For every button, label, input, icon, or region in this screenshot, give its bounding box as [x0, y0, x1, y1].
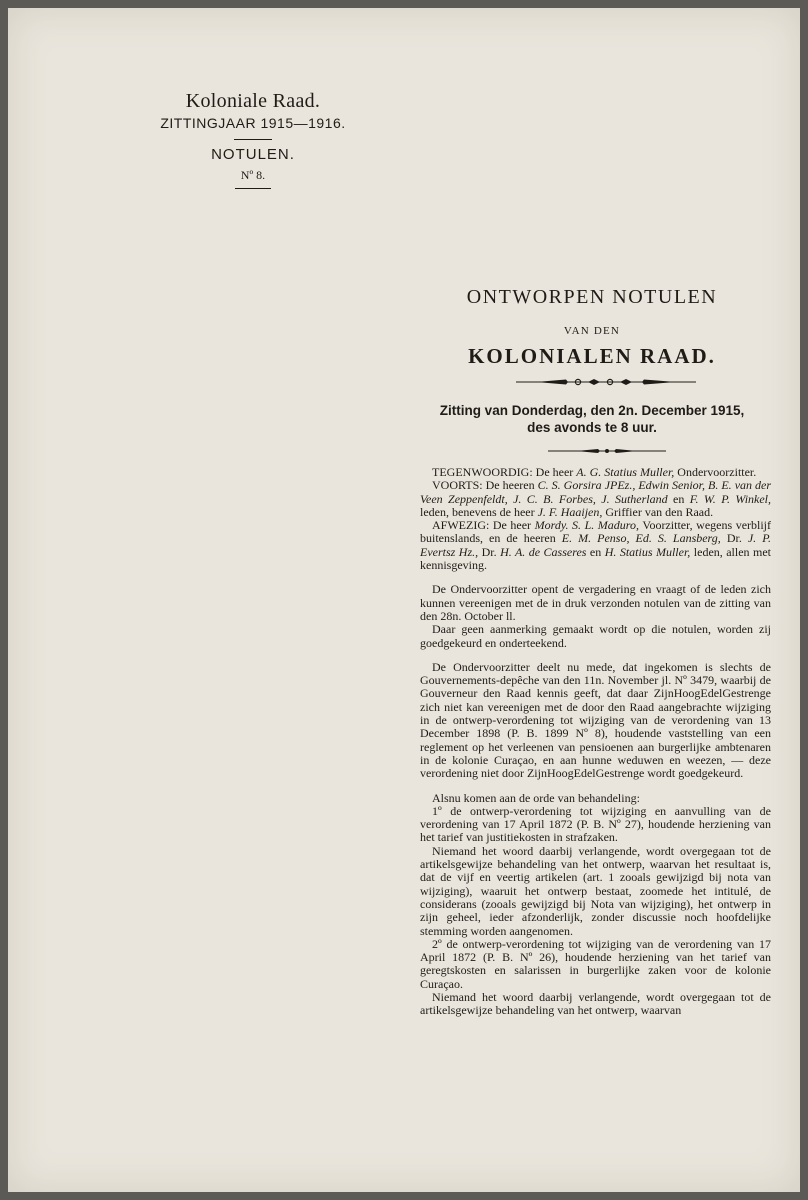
ornament-rule-icon: [516, 376, 696, 388]
paragraph-approval: Daar geen aanmerking gemaakt wordt op die notulen, worden zij goedgekeurd en onderteekend.: [420, 622, 771, 650]
divider: [235, 188, 271, 189]
paragraph-agenda: Alsnu komen aan de orde van behandeling:: [432, 790, 640, 805]
paragraph-opening: De Ondervoorzitter opent de vergadering en vraagt of de leden zich kunnen vereenigen met de in druk verzonden notulen van de zitting van den 28n. October ll.: [420, 582, 771, 623]
document-number: Nº 8.: [240, 168, 266, 182]
section-label: NOTULEN.: [211, 146, 295, 163]
session-year: ZITTINGJAAR 1915—1916.: [160, 115, 346, 131]
session-info: [413, 402, 771, 436]
attendance-further: VOORTS: De heeren C. S. Gorsira JPEz., Edwin Senior, B. E. van der Veen Zeppenfeldt, J. C. B. Forbes, J. Sutherland en F. W. P. Winkel, leden, benevens de heer J. F. Haaijen, Griffier van den Raad.: [420, 478, 772, 519]
council-title: Koloniale Raad.: [185, 90, 321, 112]
paragraph-item-2-result: Niemand het woord daarbij verlangende, wordt overgegaan tot de artikelsgewijze behandeling van het ontwerp, waarvan: [420, 989, 771, 1018]
minutes-body: [420, 466, 771, 1018]
paragraph-item-1: 1º de ontwerp-verordening tot wijziging en aanvulling van de verordening van 17 April 1872 (P. B. Nº 27), houdende herziening van het tarief van justitiekosten in strafzaken.: [420, 803, 771, 845]
heading-connector: VAN DEN: [563, 325, 621, 337]
paragraph-item-1-result: Niemand het woord daarbij verlangende, wordt overgegaan tot de artikelsgewijze behandeling van het ontwerp, waarvan het resultaat is, dat de vijf en veertig artikelen (art. 1 zooals gewijzigd bij nota van wijziging), waaruit het ontwerp bestaat, zoomede het intitulé, de considerans (zooals gewijzigd bij Nota van wijziging), het ontwerp in zijn geheel, ieder afzonderlijk, zonder discussie noch hoofdelijke stemming worden aangenomen.: [420, 843, 771, 938]
attendance-absent: AFWEZIG: De heer Mordy. S. L. Maduro, Voorzitter, wegens verblijf buitenslands, en de heeren E. M. Penso, Ed. S. Lansberg, Dr. J. P. Evertsz Hz., Dr. H. A. de Casseres en H. Statius Muller, leden, allen met kennisgeving.: [420, 518, 772, 573]
session-date: Zitting van Donderdag, den 2n. December 1915,: [439, 403, 745, 418]
session-time: des avonds te 8 uur.: [527, 420, 657, 435]
paragraph-depeche: De Ondervoorzitter deelt nu mede, dat ingekomen is slechts de Gouvernements-depêche van den 11n. November jl. Nº 3479, waarbij de Gouverneur den Raad kennis geeft, dat daar ZijnHoogEdelGestrenge zich niet kan vereenigen met de door den Raad aangebrachte wijziging in de ontwerp-verordening tot wijziging van de verordening van 13 December 1898 (P. B. 1899 Nº 8), houdende vaststelling van een reglement op het verleenen van pensioenen aan burgerlijke ambtenaren in de kolonie Curaçao, en aan hunne weduwen en weezen, — deze verordening niet door ZijnHoogEdelGestrenge wordt goedgekeurd.: [420, 659, 771, 781]
divider: [234, 139, 272, 140]
ornament-rule-icon: [548, 446, 666, 456]
document-header: [158, 90, 348, 194]
council-heading: KOLONIALEN RAAD.: [468, 344, 716, 368]
main-heading: ONTWORPEN NOTULEN: [466, 286, 718, 308]
document-page: [8, 8, 800, 1192]
attendance-present: TEGENWOORDIG: De heer A. G. Statius Muller, Ondervoorzitter.: [432, 465, 757, 479]
paragraph-item-2: 2º de ontwerp-verordening tot wijziging van de verordening van 17 April 1872 (P. B. Nº 26), houdende herziening van het tarief van geregtskosten en salarissen in burgerlijke zaken voor de kolonie Curaçao.: [420, 936, 771, 991]
